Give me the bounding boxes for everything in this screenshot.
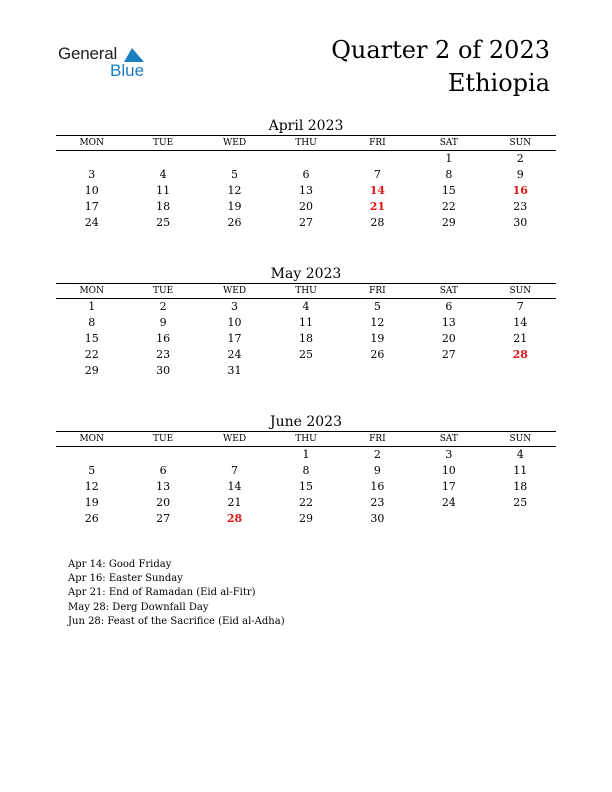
day-cell: 1 — [445, 152, 453, 165]
day-cell: 18 — [156, 200, 171, 213]
day-cell: 20 — [441, 332, 456, 345]
day-cell: 13 — [441, 316, 456, 329]
weekday-header-row — [56, 432, 556, 447]
day-cell: 25 — [513, 496, 528, 509]
day-cell: 21 — [513, 332, 528, 345]
day-cell: 23 — [513, 200, 528, 213]
weekday-header: SUN — [485, 284, 556, 299]
day-cell: 16 — [370, 480, 385, 493]
week-row — [56, 363, 556, 379]
weekday-header: SAT — [413, 136, 484, 151]
holiday-note: Jun 28: Feast of the Sacrifice (Eid al-Adha) — [68, 615, 285, 627]
day-cell: 7 — [231, 464, 239, 477]
day-cell: 6 — [445, 300, 453, 313]
holiday-note: Apr 16: Easter Sunday — [68, 573, 183, 585]
day-cell: 26 — [84, 512, 99, 525]
day-cell: 15 — [298, 480, 313, 493]
week-row — [56, 463, 556, 479]
day-cell: 20 — [156, 496, 171, 509]
week-row — [56, 331, 556, 347]
day-cell: 3 — [231, 300, 239, 313]
week-row — [56, 215, 556, 231]
day-cell: 25 — [298, 348, 313, 361]
day-cell: 27 — [441, 348, 456, 361]
week-row — [56, 151, 556, 168]
weekday-header: FRI — [342, 136, 413, 151]
day-cell — [342, 151, 413, 168]
day-cell — [485, 511, 556, 527]
holiday-note: Apr 21: End of Ramadan (Eid al-Fitr) — [68, 587, 256, 599]
day-cell: 7 — [516, 300, 524, 313]
day-cell — [270, 151, 341, 168]
day-cell — [342, 363, 413, 379]
day-cell: 22 — [441, 200, 456, 213]
weekday-header-row — [56, 284, 556, 299]
week-row — [56, 447, 556, 464]
day-cell: 28 — [512, 348, 528, 361]
day-cell — [199, 447, 270, 464]
month-grid — [56, 283, 556, 379]
day-cell: 8 — [88, 316, 96, 329]
day-cell: 4 — [302, 300, 310, 313]
day-cell: 11 — [298, 316, 313, 329]
day-cell: 1 — [302, 448, 310, 461]
day-cell: 24 — [441, 496, 456, 509]
day-cell — [56, 447, 127, 464]
month-grid — [56, 135, 556, 231]
day-cell: 25 — [156, 216, 171, 229]
day-cell: 16 — [512, 184, 528, 197]
weekday-header: FRI — [342, 432, 413, 447]
week-row — [56, 183, 556, 199]
generalblue-logo — [58, 44, 158, 84]
week-row — [56, 315, 556, 331]
week-row — [56, 347, 556, 363]
day-cell: 15 — [84, 332, 99, 345]
month-title: May 2023 — [270, 266, 342, 282]
day-cell — [270, 363, 341, 379]
logo-general-text: General — [58, 44, 118, 63]
month-calendar-april — [56, 117, 556, 231]
day-cell: 2 — [516, 152, 524, 165]
week-row — [56, 479, 556, 495]
day-cell: 19 — [227, 200, 242, 213]
weekday-header: TUE — [127, 136, 198, 151]
day-cell: 14 — [369, 184, 386, 197]
weekday-header: FRI — [342, 284, 413, 299]
day-cell — [199, 151, 270, 168]
day-cell: 27 — [298, 216, 313, 229]
day-cell: 14 — [513, 316, 528, 329]
day-cell — [413, 363, 484, 379]
day-cell: 10 — [227, 316, 242, 329]
week-row — [56, 495, 556, 511]
day-cell: 5 — [373, 300, 381, 313]
day-cell: 12 — [370, 316, 385, 329]
weekday-header: MON — [56, 432, 127, 447]
month-title: April 2023 — [268, 118, 344, 134]
weekday-header: MON — [56, 284, 127, 299]
week-row — [56, 167, 556, 183]
day-cell: 27 — [156, 512, 171, 525]
day-cell: 7 — [373, 168, 381, 181]
day-cell: 24 — [84, 216, 99, 229]
day-cell: 22 — [84, 348, 99, 361]
weekday-header-row — [56, 136, 556, 151]
weekday-header: WED — [199, 432, 270, 447]
weekday-header: TUE — [127, 432, 198, 447]
page-title: Quarter 2 of 2023 — [331, 36, 550, 64]
day-cell: 5 — [88, 464, 96, 477]
weekday-header: THU — [270, 432, 341, 447]
day-cell: 11 — [156, 184, 171, 197]
day-cell: 29 — [298, 512, 313, 525]
day-cell: 21 — [227, 496, 242, 509]
day-cell: 30 — [513, 216, 528, 229]
day-cell: 21 — [369, 200, 386, 213]
month-grid — [56, 431, 556, 527]
day-cell: 12 — [84, 480, 99, 493]
weekday-header: SAT — [413, 432, 484, 447]
day-cell: 6 — [159, 464, 167, 477]
weekday-header: THU — [270, 136, 341, 151]
weekday-header: WED — [199, 284, 270, 299]
day-cell: 30 — [370, 512, 385, 525]
day-cell: 2 — [373, 448, 381, 461]
day-cell: 29 — [84, 364, 99, 377]
weekday-header: THU — [270, 284, 341, 299]
weekday-header: WED — [199, 136, 270, 151]
week-row — [56, 511, 556, 527]
day-cell: 12 — [227, 184, 242, 197]
day-cell: 18 — [298, 332, 313, 345]
week-row — [56, 299, 556, 316]
day-cell: 4 — [159, 168, 167, 181]
country-name: Ethiopia — [447, 69, 550, 97]
day-cell: 23 — [156, 348, 171, 361]
day-cell — [485, 363, 556, 379]
month-title: June 2023 — [269, 414, 342, 430]
weekday-header: SUN — [485, 136, 556, 151]
day-cell: 3 — [88, 168, 96, 181]
day-cell: 17 — [84, 200, 99, 213]
holiday-note: Apr 14: Good Friday — [68, 559, 172, 570]
week-row — [56, 199, 556, 215]
day-cell: 4 — [516, 448, 524, 461]
day-cell: 31 — [227, 364, 242, 377]
weekday-header: SUN — [485, 432, 556, 447]
weekday-header: SAT — [413, 284, 484, 299]
day-cell: 22 — [298, 496, 313, 509]
day-cell — [127, 151, 198, 168]
day-cell: 26 — [370, 348, 385, 361]
day-cell: 13 — [298, 184, 313, 197]
day-cell: 9 — [159, 316, 167, 329]
holiday-notes — [68, 558, 285, 629]
day-cell: 17 — [227, 332, 242, 345]
month-calendar-may — [56, 265, 556, 379]
day-cell: 10 — [441, 464, 456, 477]
day-cell: 16 — [156, 332, 171, 345]
day-cell: 11 — [513, 464, 528, 477]
day-cell: 8 — [445, 168, 453, 181]
logo-blue-text: Blue — [110, 61, 145, 80]
month-calendar-june — [56, 413, 556, 527]
day-cell: 18 — [513, 480, 528, 493]
day-cell — [413, 511, 484, 527]
day-cell: 28 — [370, 216, 385, 229]
weekday-header: MON — [56, 136, 127, 151]
weekday-header: TUE — [127, 284, 198, 299]
day-cell: 3 — [445, 448, 453, 461]
day-cell — [127, 447, 198, 464]
day-cell: 9 — [516, 168, 524, 181]
day-cell: 9 — [373, 464, 381, 477]
day-cell: 15 — [441, 184, 456, 197]
day-cell: 19 — [84, 496, 99, 509]
day-cell: 6 — [302, 168, 310, 181]
day-cell: 30 — [156, 364, 171, 377]
day-cell: 10 — [84, 184, 99, 197]
day-cell: 1 — [88, 300, 96, 313]
day-cell: 17 — [441, 480, 456, 493]
day-cell: 19 — [370, 332, 385, 345]
day-cell: 13 — [156, 480, 171, 493]
day-cell: 20 — [298, 200, 313, 213]
day-cell: 23 — [370, 496, 385, 509]
day-cell — [56, 151, 127, 168]
day-cell: 29 — [441, 216, 456, 229]
day-cell: 5 — [231, 168, 239, 181]
day-cell: 24 — [227, 348, 242, 361]
holiday-note: May 28: Derg Downfall Day — [68, 601, 209, 613]
day-cell: 2 — [159, 300, 167, 313]
day-cell: 28 — [226, 512, 243, 525]
day-cell: 26 — [227, 216, 242, 229]
day-cell: 14 — [227, 480, 242, 493]
day-cell: 8 — [302, 464, 310, 477]
